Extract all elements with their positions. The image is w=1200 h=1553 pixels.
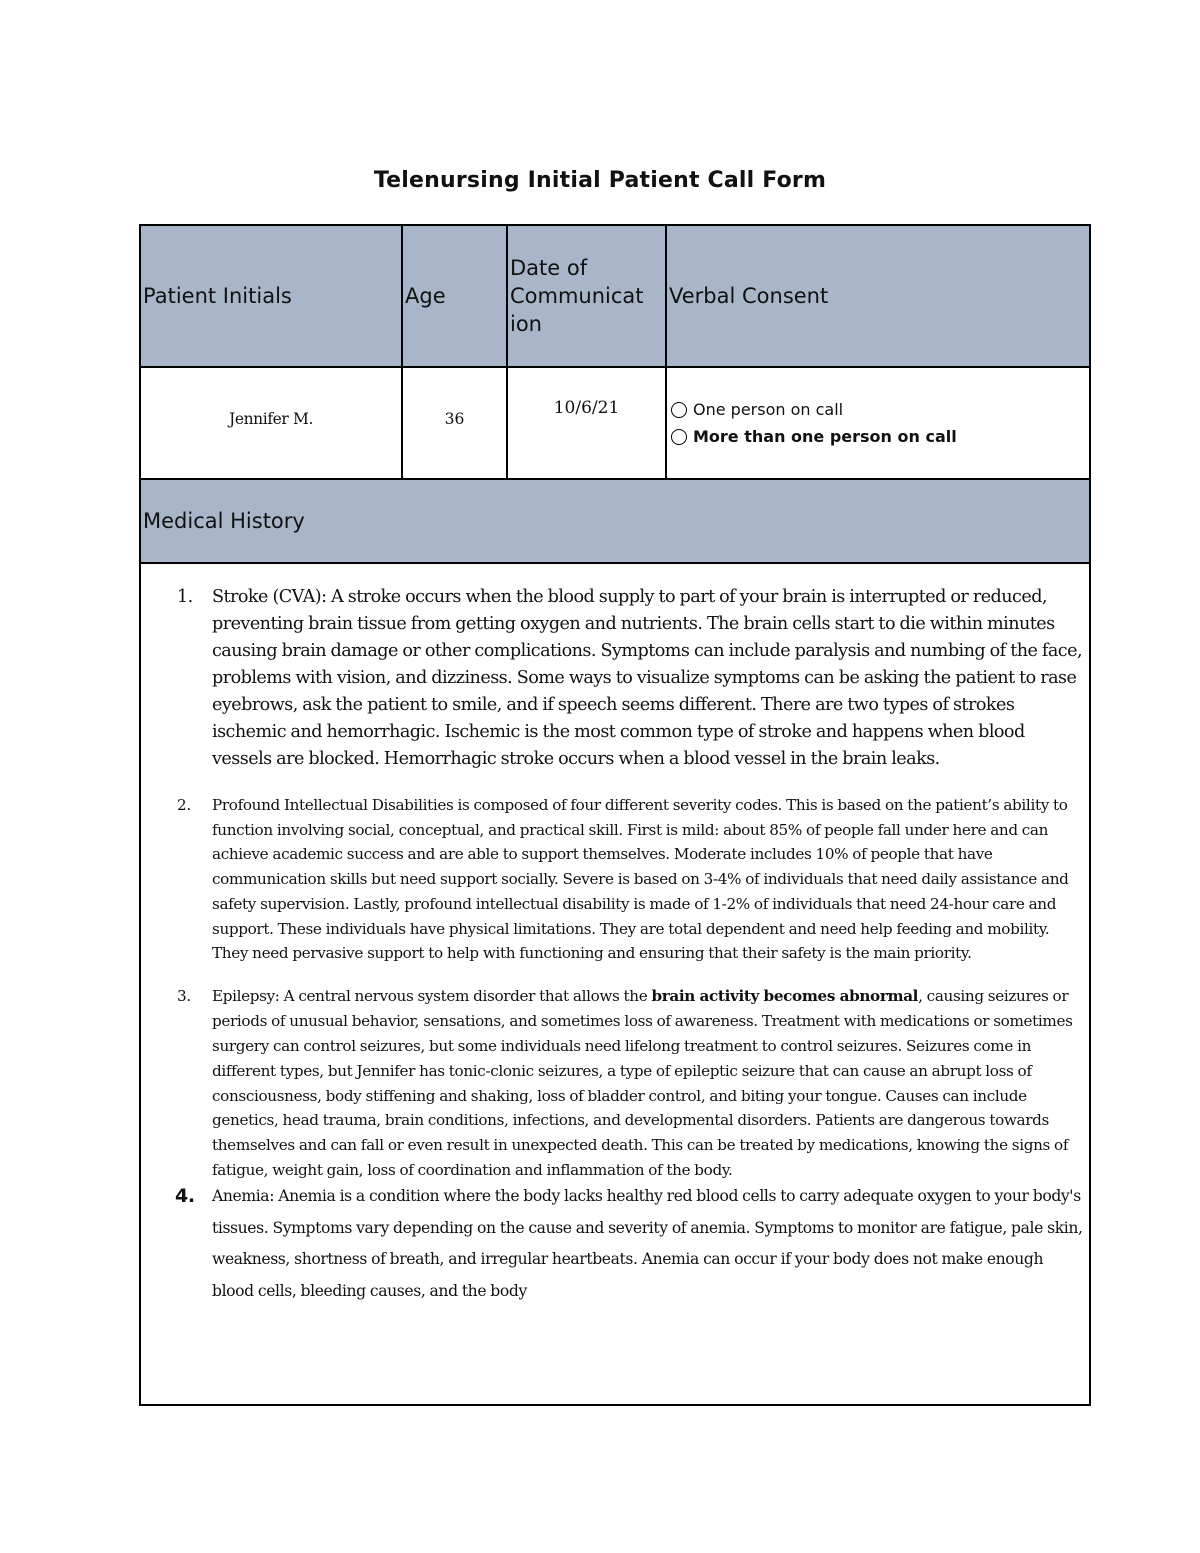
list-number: 2.: [177, 796, 191, 814]
form-title: Telenursing Initial Patient Call Form: [373, 168, 827, 193]
medical-history-list: [141, 572, 1089, 1307]
verbal-consent-options: [671, 396, 957, 450]
header-date-of-communication: Date of Communicat ion: [510, 256, 644, 336]
list-item-text: Profound Intellectual Disabilities is composed of four different severity codes. This is based on the patient’s ability to function involving social, conceptual, and practical skill. First is mild: about 85% of people fall under here and can achieve academic success and are able to support themselves. Moderate includes 10% of people that have communication skills but need support socially. Severe is based on 3-4% of individuals that need daily assistance and safety supervision. Lastly, profound intellectual disability is made of 1-2% of individuals that need 24-hour care and support. These individuals have physical limitations. They are total dependent and need help feeding and mobility. They need pervasive support to help with functioning and ensuring that their safety is the main priority.: [212, 796, 1069, 963]
column-divider: [506, 226, 508, 478]
list-item: [141, 793, 1089, 966]
header-verbal-consent: Verbal Consent: [669, 284, 829, 308]
list-number: 1.: [177, 587, 193, 607]
patient-call-form: [139, 224, 1091, 1406]
list-item: [141, 584, 1089, 773]
header-age: Age: [405, 284, 446, 308]
list-item-text: Anemia: Anemia is a condition where the body lacks healthy red blood cells to carry adequate oxygen to your body's tissues. Symptoms vary depending on the cause and severity of anemia. Symptoms to monitor are fatigue, pale skin, weakness, shortness of breath, and irregular heartbeats. Anemia can occur if your body does not make enough blood cells, bleeding causes, and the body: [212, 1187, 1083, 1300]
list-number: 4.: [175, 1185, 195, 1208]
patient-initials-value: Jennifer M.: [229, 410, 313, 428]
consent-option-one-person[interactable]: One person on call: [671, 396, 957, 423]
header-patient-initials: Patient Initials: [143, 284, 292, 308]
list-item-text: Epilepsy: A central nervous system disorder that allows the brain activity becomes abnormal, causing seizures or periods of unusual behavior, sensations, and sometimes loss of awareness. Treatment with medications or sometimes surgery can control seizures, but some individuals need lifelong treatment to control seizures. Seizures come in different types, but Jennifer has tonic-clonic seizures, a type of epileptic seizure that can cause an abrupt loss of consciousness, body stiffening and shaking, loss of bladder control, and biting your tongue. Causes can include genetics, head trauma, brain conditions, infections, and developmental disorders. Patients are dangerous towards themselves and can fall or even result in unexpected death. This can be treated by medications, knowing the signs of fatigue, weight gain, loss of coordination and inflammation of the body.: [212, 986, 1073, 1180]
radio-icon[interactable]: [671, 429, 687, 445]
list-item-text: Stroke (CVA): A stroke occurs when the blood supply to part of your brain is interrupted or reduced, preventing brain tissue from getting oxygen and nutrients. The brain cells start to die within minutes causing brain damage or other complications. Symptoms can include paralysis and numbing of the face, problems with vision, and dizziness. Some ways to visualize symptoms can be asking the patient to rase eyebrows, ask the patient to smile, and if speech seems different. There are two types of strokes ischemic and hemorrhagic. Ischemic is the most common type of stroke and happens when blood vessels are blocked. Hemorrhagic stroke occurs when a blood vessel in the brain leaks.: [212, 587, 1083, 769]
list-item: [141, 984, 1089, 1183]
column-divider: [665, 226, 667, 478]
date-value: 10/6/21: [553, 398, 620, 418]
consent-option-multiple-people[interactable]: More than one person on call: [671, 423, 957, 450]
radio-icon[interactable]: [671, 402, 687, 418]
column-divider: [401, 226, 403, 478]
medical-history-header: Medical History: [141, 478, 1089, 564]
list-number: 3.: [177, 986, 191, 1005]
list-item: [141, 1181, 1089, 1307]
age-value: 36: [444, 410, 465, 428]
